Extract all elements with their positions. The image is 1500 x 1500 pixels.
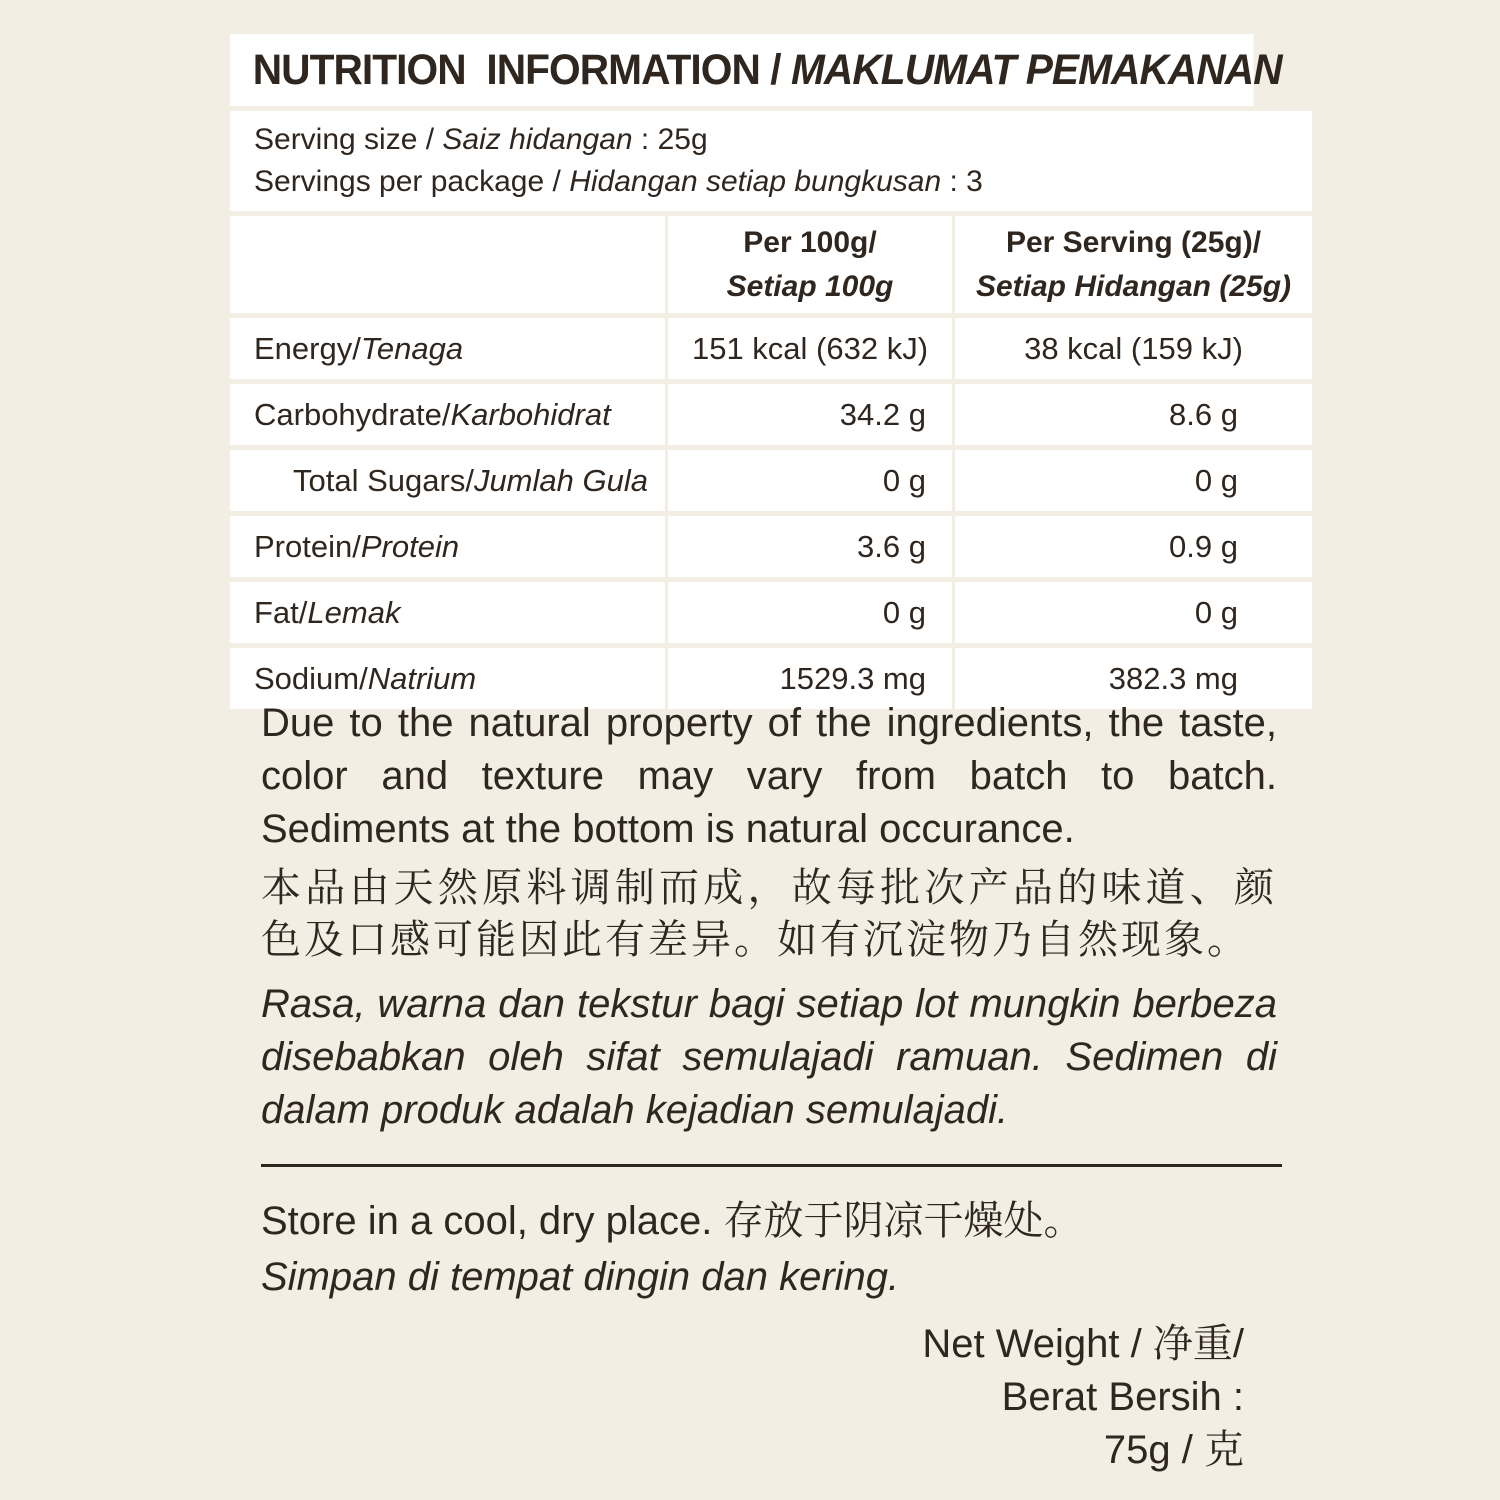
nutrition-panel [230,34,1312,709]
sodium-per-100g: 1529.3 mg [668,648,952,709]
total-sugars-per-100g: 0 g [668,450,952,511]
nutrition-title: NUTRITION INFORMATION / MAKLUMAT PEMAKANAN [230,34,1254,106]
protein-per-serving: 0.9 g [955,516,1312,577]
net-weight-label-ms: Berat Bersih : [1001,1375,1244,1419]
nutrient-name-total-sugars: Total Sugars/ Jumlah Gula [230,450,665,511]
nutrient-name-protein: Protein/ Protein [230,516,665,577]
nutrient-name-energy: Energy/ Tenaga [230,318,665,379]
storage-instructions [261,1193,1083,1305]
net-weight-value: 75g / 克 [1103,1428,1244,1472]
nutrition-table [230,216,1312,709]
nutrient-name-sodium: Sodium/ Natrium [230,648,665,709]
protein-per-100g: 3.6 g [668,516,952,577]
serving-info [230,111,1312,211]
serving-size: Serving size / Saiz hidangan : 25g [254,123,708,156]
sodium-per-serving: 382.3 mg [955,648,1312,709]
note-chinese: 本品由天然原料调制而成，故每批次产品的味道、颜色及口感可能因此有差异。如有沉淀物乃自然现象。 [261,866,1277,962]
note-english: Due to the natural property of the ingredients, the taste, color and texture may vary from batch to batch. Sediments at the bottom is natural occurance. [261,701,1277,851]
energy-per-serving: 38 kcal (159 kJ) [955,318,1312,379]
note-malay: Rasa, warna dan tekstur bagi setiap lot mungkin berbeza disebabkan oleh sifat semulajadi ramuan. Sedimen di dalam produk adalah kejadian semulajadi. [261,982,1277,1132]
fat-per-serving: 0 g [955,582,1312,643]
net-weight [922,1318,1244,1477]
header-per-100g: Per 100g/ Setiap 100g [668,216,952,313]
carbohydrate-per-100g: 34.2 g [668,384,952,445]
net-weight-label: Net Weight / 净重/ [922,1322,1244,1366]
nutrient-name-carbohydrate: Carbohydrate/ Karbohidrat [230,384,665,445]
header-per-serving: Per Serving (25g)/ Setiap Hidangan (25g) [955,216,1312,313]
divider [261,1164,1282,1167]
fat-per-100g: 0 g [668,582,952,643]
header-blank [230,216,665,313]
nutrient-name-fat: Fat/ Lemak [230,582,665,643]
storage-malay: Simpan di tempat dingin dan kering. [261,1255,900,1299]
servings-per-package: Servings per package / Hidangan setiap bungkusan : 3 [254,165,983,198]
carbohydrate-per-serving: 8.6 g [955,384,1312,445]
storage-en-zh: Store in a cool, dry place. 存放于阴凉干燥处。 [261,1199,1084,1243]
total-sugars-per-serving: 0 g [955,450,1312,511]
energy-per-100g: 151 kcal (632 kJ) [668,318,952,379]
